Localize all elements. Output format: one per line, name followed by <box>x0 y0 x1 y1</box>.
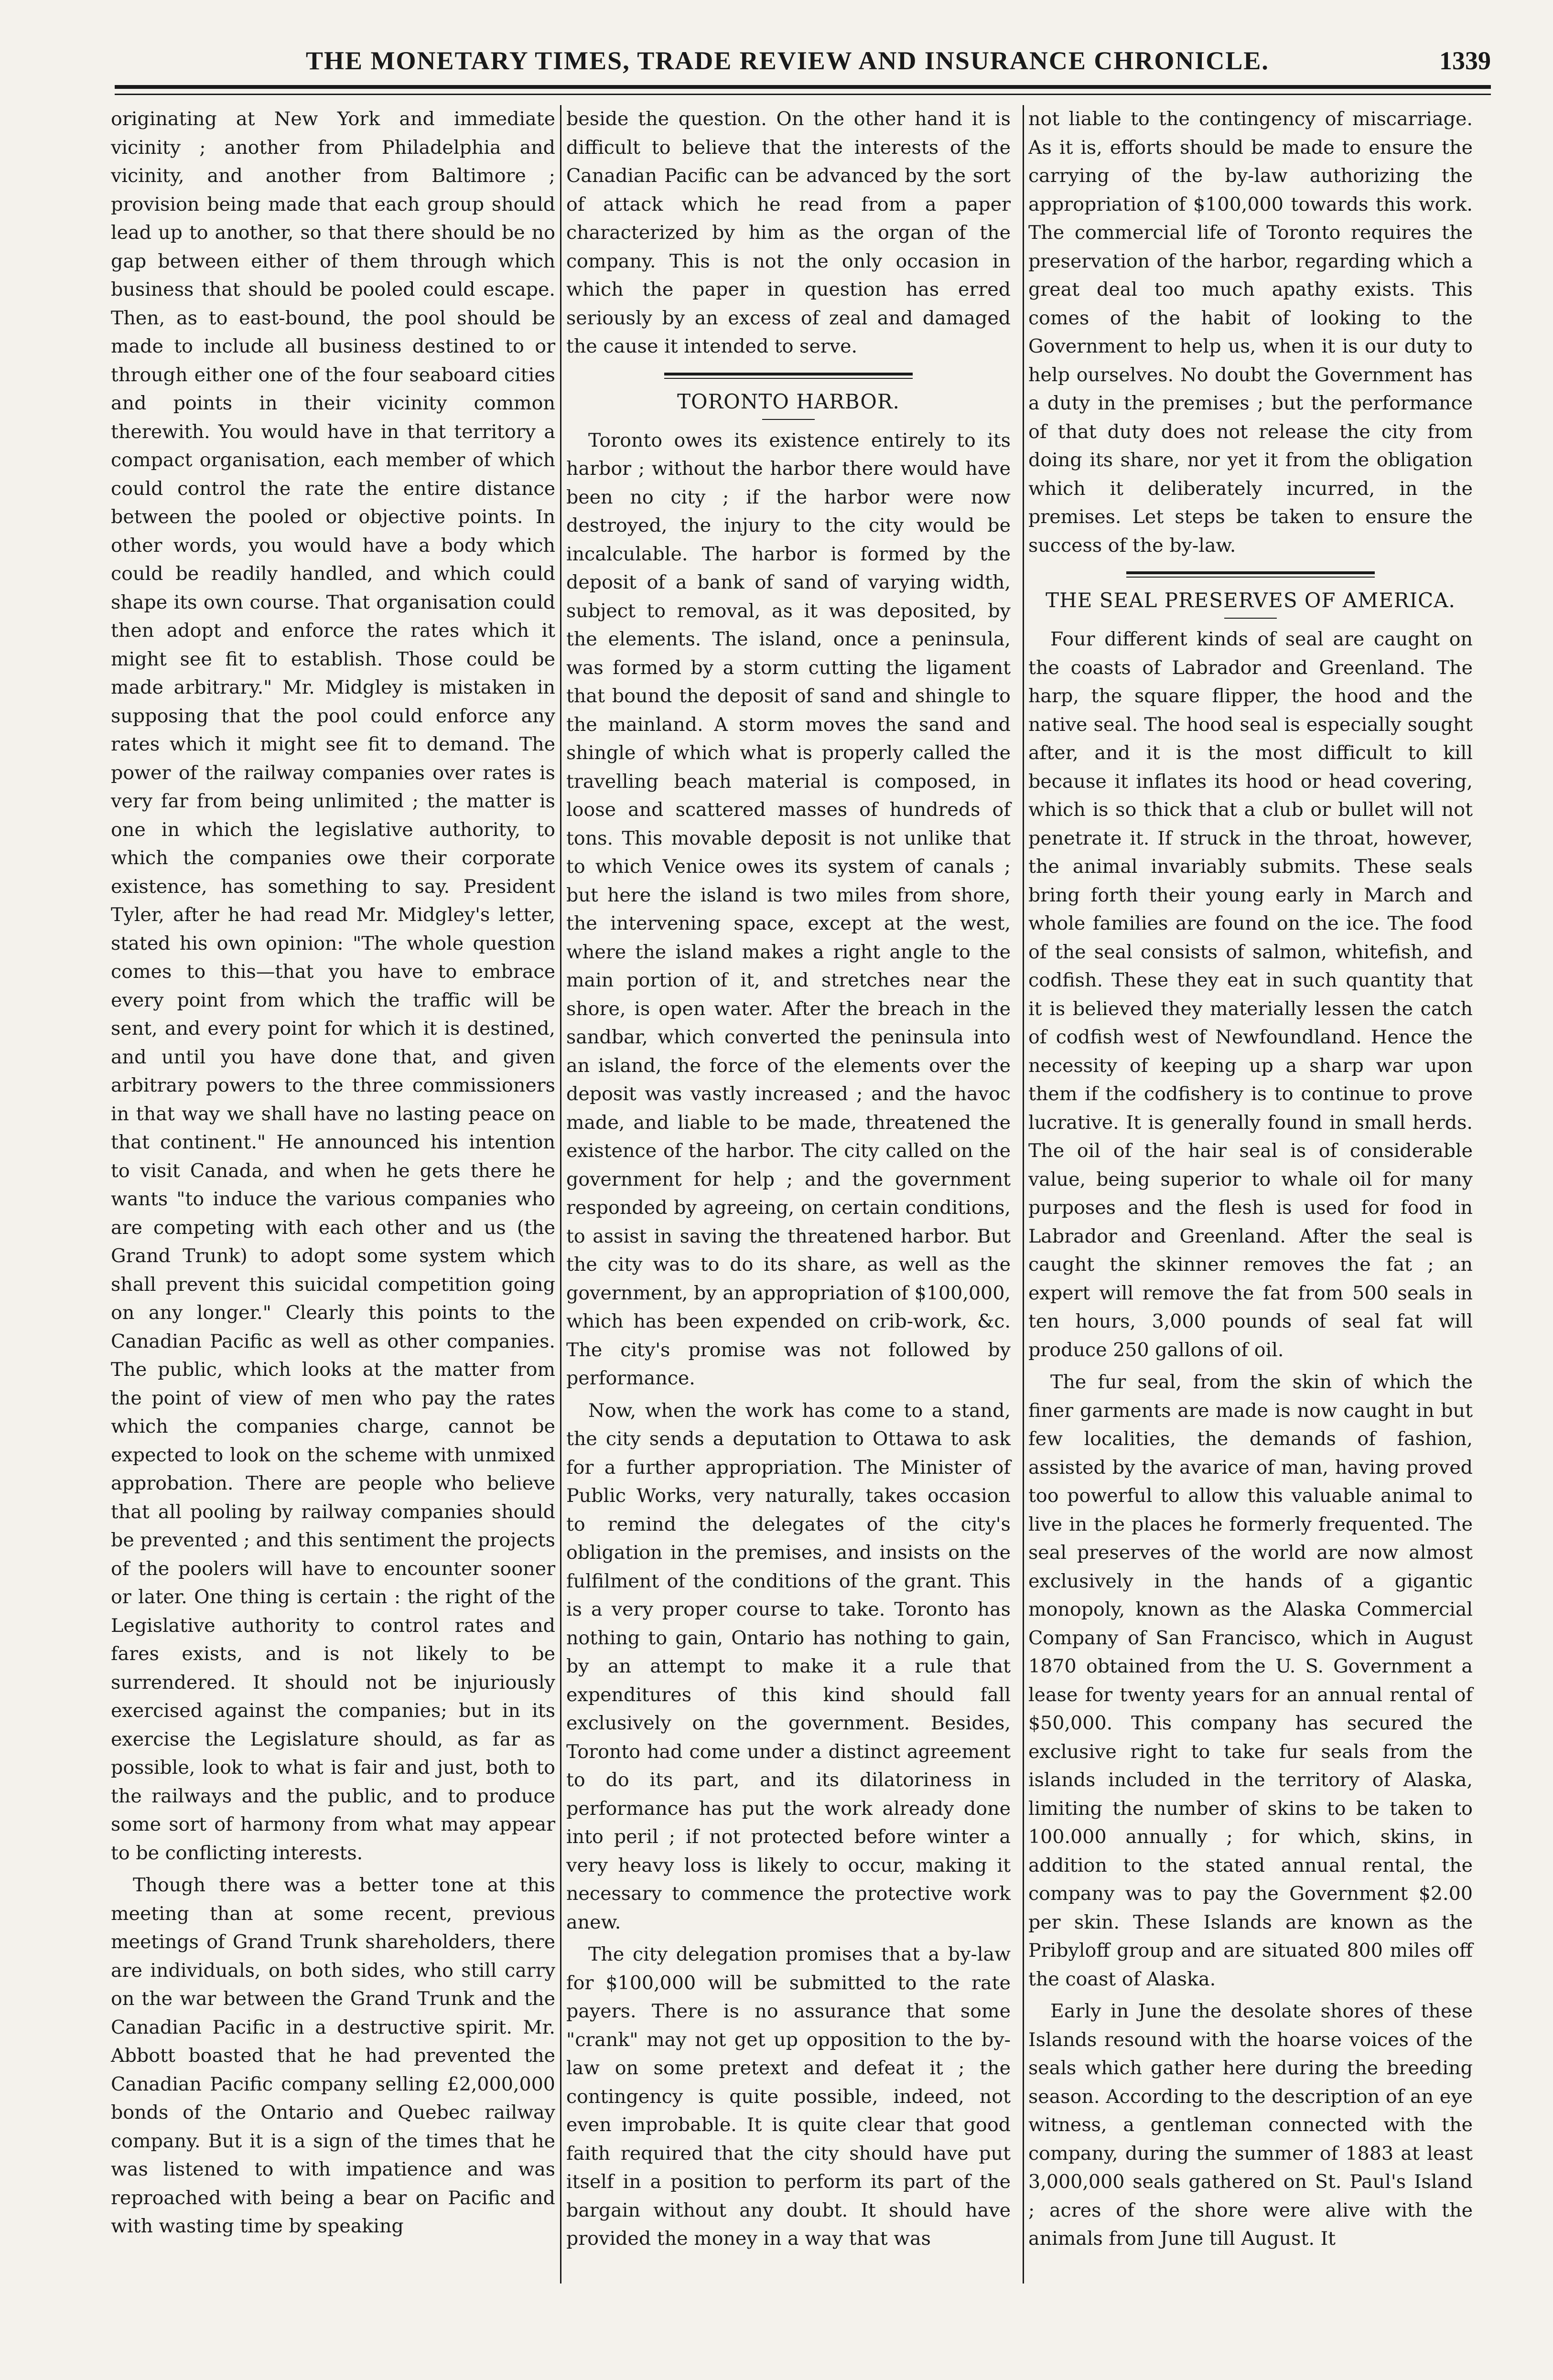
header-rule-thin <box>115 94 1491 95</box>
col3-paragraph-1: not liable to the contingency of miscarriage. As it is, efforts should be made to ensure the carrying of the by-law authorizing the appropriation of $100,000 towards this work. The commercial life of Toronto requires the preservation of the harbor, regarding which a great deal too much apathy exists. This comes of the habit of looking to the Government to help us, when it is our duty to help ourselves. No doubt the Government has a duty in the premises ; but the performance of that duty does not release the city from doing its share, nor yet it from the obligation which it deliberately incurred, in the premises. Let steps be taken to ensure the success of the by-law. <box>1028 108 1473 557</box>
col2-paragraph-4: The city delegation promises that a by-law for $100,000 will be submitted to the rate payers. There is no assurance that some "crank" may not get up opposition to the by-law on some pretext and defeat it ; the contingency is quite possible, indeed, not even improbable. It is quite clear that good faith required that the city should have put itself in a position to perform its part of the bargain without any doubt. It should have provided the money in a way that was <box>566 1943 1011 2250</box>
col1-paragraph-1: originating at New York and immediate vicinity ; another from Philadelphia and vicinity, and another from Baltimore ; provision being made that each group should lead up to another, so that there should be no gap between either of them through which business that should be pooled could escape. Then, as to east-bound, the pool should be made to include all business destined to or through either one of the four seaboard cities and points in their vicinity common therewith. You would have in that territory a compact organisation, each member of which could control the rate the entire distance between the pooled or objective points. In other words, you would have a body which could be readily handled, and which could shape its own course. That organisation could then adopt and enforce the rates which it might see fit to establish. Those could be made arbitrary." Mr. Midgley is mistaken in supposing that the pool could enforce any rates which it might see fit to demand. The power of the railway companies over rates is very far from being unlimited ; the matter is one in which the legislative authority, to which the companies owe their corporate existence, has something to say. President Tyler, after he had read Mr. Midgley's letter, stated his own opinion: "The whole question comes to this—that you have to embrace every point from which the traffic will be sent, and every point for which it is destined, and until you have done that, and given arbitrary powers to the three commissioners in that way we shall have no lasting peace on that continent." He announced his intention to visit Canada, and when he gets there he wants "to induce the various companies who are competing with each other and us (the Grand Trunk) to adopt some system which shall prevent this suicidal competition going on any longer." Clearly this points to the Canadian Pacific as well as other companies. The public, which looks at the matter from the point of view of men who pay the rates which the companies charge, cannot be expected to look on the scheme with unmixed approbation. There are people who believe that all pooling by railway companies should be prevented ; and this sentiment the projects of the poolers will have to encounter sooner or later. One thing is certain : the right of the Legislative authority to control rates and fares exists, and is not likely to be surrendered. It should not be injuriously exercised against the companies; but in its exercise the Legislature should, as far as possible, look to what is fair and just, both to the railways and the public, and to produce some sort of harmony from what may appear to be conflicting interests. <box>111 108 555 1864</box>
col1-paragraph-2: Though there was a better tone at this meeting than at some recent, previous meetings of Grand Trunk shareholders, there are individuals, on both sides, who still carry on the war between the Grand Trunk and the Canadian Pacific in a destructive spirit. Mr. Abbott boasted that he had prevented the Canadian Pacific company selling £2,000,000 bonds of the Ontario and Quebec railway company. But it is a sign of the times that he was listened to with impatience and was reproached with being a bear on Pacific and with wasting time by speaking <box>111 1874 555 2237</box>
col3-paragraph-2: Four different kinds of seal are caught on the coasts of Labrador and Greenland. The harp, the square flipper, the hood and the native seal. The hood seal is especially sought after, and it is the most difficult to kill because it inflates its hood or head covering, which is so thick that a club or bullet will not penetrate it. If struck in the throat, however, the animal invariably submits. These seals bring forth their young early in March and whole families are found on the ice. The food of the seal consists of salmon, whitefish, and codfish. These they eat in such quantity that it is believed they materially lessen the catch of codfish west of Newfoundland. Hence the necessity of keeping up a sharp war upon them if the codfishery is to continue to prove lucrative. It is generally found in small herds. The oil of the hair seal is of considerable value, being superior to whale oil for many purposes and the flesh is used for food in Labrador and Greenland. After the seal is caught the skinner removes the fat ; an expert will remove the fat from 500 seals in ten hours, 3,000 pounds of seal fat will produce 250 gallons of oil. <box>1028 628 1473 1361</box>
col3-paragraph-3: The fur seal, from the skin of which the finer garments are made is now caught in but few localities, the demands of fashion, assisted by the avarice of man, having proved too powerful to allow this valuable animal to live in the places he formerly frequented. The seal preserves of the world are now almost exclusively in the hands of a gigantic monopoly, known as the Alaska Commercial Company of San Francisco, which in August 1870 obtained from the U. S. Government a lease for twenty years for an annual rental of $50,000. This company has secured the exclusive right to take fur seals from the islands included in the territory of Alaska, limiting the number of skins to be taken to 100.000 annually ; for which, skins, in addition to the stated annual rental, the company was to pay the Government $2.00 per skin. These Islands are known as the Pribyloff group and are situated 800 miles off the coast of Alaska. <box>1028 1371 1473 1990</box>
col2-paragraph-2: Toronto owes its existence entirely to its harbor ; without the harbor there would have been no city ; if the harbor were now destroyed, the injury to the city would be incalculable. The harbor is formed by the deposit of a bank of sand of varying width, subject to removal, as it was deposited, by the elements. The island, once a peninsula, was formed by a storm cutting the ligament that bound the deposit of sand and shingle to the mainland. A storm moves the sand and shingle of which what is properly called the travelling beach material is composed, in loose and scattered masses of hundreds of tons. This movable deposit is not unlike that to which Venice owes its system of canals ; but here the island is two miles from shore, the intervening space, except at the west, where the island makes a right angle to the main portion of it, and stretches near the shore, is open water. After the breach in the sandbar, which converted the peninsula into an island, the force of the elements over the deposit was vastly increased ; and the havoc made, and liable to be made, threatened the existence of the harbor. The city called on the government for help ; and the government responded by agreeing, on certain conditions, to assist in saving the threatened harbor. But the city was to do its share, as well as the government, by an appropriation of $100,000, which has been expended on crib-work, &c. The city's promise was not followed by performance. <box>566 429 1011 1389</box>
section-separator <box>1126 571 1375 578</box>
column-divider-1 <box>560 105 561 2284</box>
col2-paragraph-3: Now, when the work has come to a stand, the city sends a deputation to Ottawa to ask for a further appropriation. The Minister of Public Works, very naturally, takes occasion to remind the delegates of the city's obligation in the premises, and insists on the fulfilment of the conditions of the grant. This is a very proper course to take. Toronto has nothing to gain, Ontario has nothing to gain, by an attempt to make it a rule that expenditures of this kind should fall exclusively on the government. Besides, Toronto had come under a distinct agreement to do its part, and its dilatoriness in performance has put the work already done into peril ; if not protected before winter a very heavy loss is likely to occur, making it necessary to commence the protective work anew. <box>566 1399 1011 1933</box>
toronto-harbor-heading: TORONTO HARBOR. <box>677 389 900 413</box>
column-2 <box>566 105 1011 2253</box>
col2-paragraph-1: beside the question. On the other hand it is difficult to believe that the interests of the Canadian Pacific can be advanced by the sort of attack which he read from a paper characterized by him as the organ of the company. This is not the only occasion in which the paper in question has erred seriously by an excess of zeal and damaged the cause it intended to serve. <box>566 108 1011 357</box>
col3-paragraph-4: Early in June the desolate shores of these Islands resound with the hoarse voices of the seals which gather here during the breeding season. According to the description of an eye witness, a gentleman connected with the company, during the summer of 1883 at least 3,000,000 seals gathered on St. Paul's Island ; acres of the shore were alive with the animals from June till August. It <box>1028 2000 1473 2250</box>
page-header <box>96 43 1496 81</box>
column-divider-2 <box>1023 105 1024 2284</box>
column-1 <box>111 105 555 2241</box>
header-rule-thick <box>115 85 1491 89</box>
heading-underline <box>1224 618 1277 619</box>
seal-preserves-heading: THE SEAL PRESERVES OF AMERICA. <box>1046 589 1456 612</box>
publication-title: THE MONETARY TIMES, TRADE REVIEW AND INSURANCE CHRONICLE. <box>306 46 1269 75</box>
page-number: 1339 <box>1439 46 1491 75</box>
column-3 <box>1028 105 1473 2253</box>
section-separator <box>664 373 913 379</box>
heading-underline <box>762 419 815 420</box>
